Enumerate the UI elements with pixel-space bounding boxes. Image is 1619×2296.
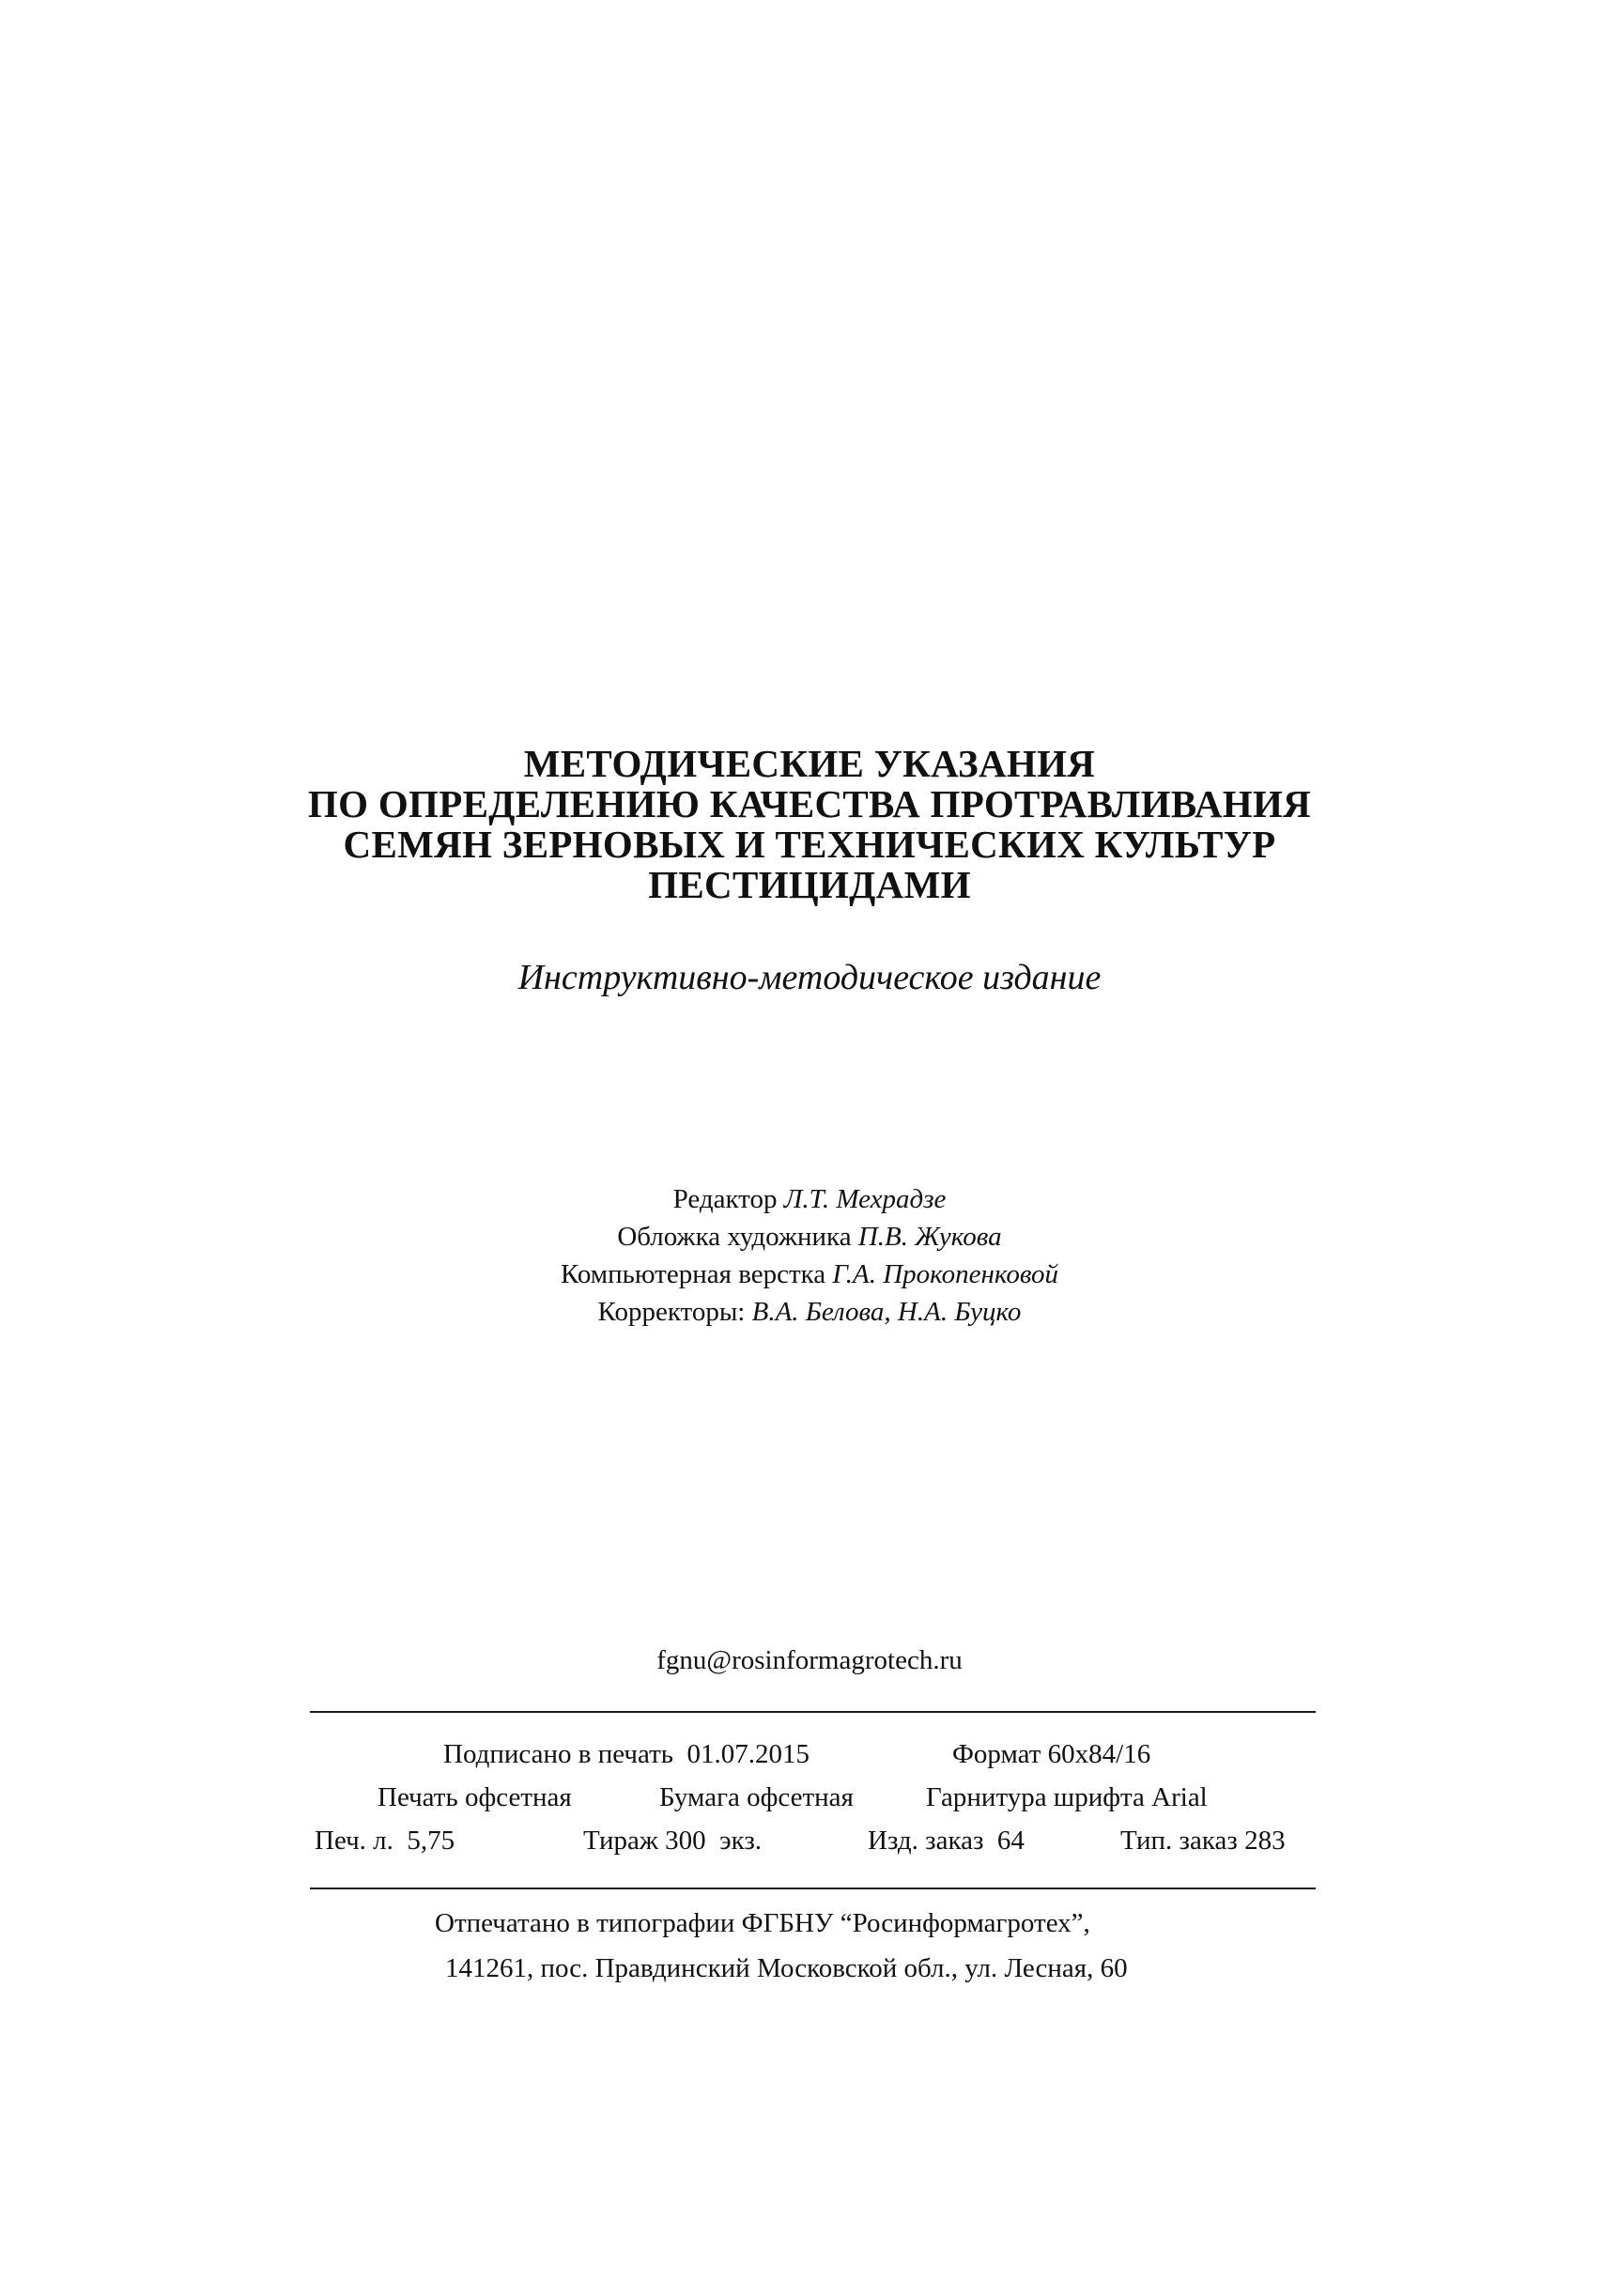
credit-proof xyxy=(0,1293,1619,1331)
imprint-font: Гарнитура шрифта Arial xyxy=(926,1782,1208,1812)
imprint-signed xyxy=(443,1737,810,1771)
subtitle: Инструктивно-методическое издание xyxy=(517,958,1102,997)
credit-layout-name: Г.А. Прокопенковой xyxy=(832,1259,1059,1289)
printer-line-1: Отпечатано в типографии ФГБНУ “Росинформагротех”, xyxy=(435,1908,1090,1938)
credits-block xyxy=(0,1180,1619,1331)
imprint-format: Формат 60х84/16 xyxy=(952,1739,1151,1769)
credit-proof-names: В.А. Белова, Н.А. Буцко xyxy=(751,1297,1022,1327)
imprint-run: Тираж 300 экз. xyxy=(583,1826,763,1856)
imprint-paper: Бумага офсетная xyxy=(659,1782,854,1812)
credit-editor xyxy=(0,1180,1619,1218)
credit-cover xyxy=(0,1218,1619,1256)
credit-layout xyxy=(0,1256,1619,1293)
credit-cover-name: П.В. Жукова xyxy=(857,1222,1002,1252)
imprint-sheets: Печ. л. 5,75 xyxy=(315,1826,455,1856)
divider-top xyxy=(310,1711,1316,1713)
credit-layout-label: Компьютерная верстка xyxy=(560,1259,826,1289)
title-line-1: МЕТОДИЧЕСКИЕ УКАЗАНИЯ xyxy=(523,742,1096,785)
title-block xyxy=(0,744,1619,905)
imprint-signed-label: Подписано в печать xyxy=(443,1739,673,1769)
printer-line-2: 141261, пос. Правдинский Московской обл., ул. Лесная, 60 xyxy=(445,1953,1128,1983)
email-address: fgnu@rosinformagrotech.ru xyxy=(656,1645,963,1675)
divider-bottom xyxy=(310,1888,1316,1889)
credit-editor-name: Л.Т. Мехрадзе xyxy=(783,1184,947,1214)
credit-proof-label: Корректоры: xyxy=(597,1297,746,1327)
title-line-2: ПО ОПРЕДЕЛЕНИЮ КАЧЕСТВА ПРОТРАВЛИВАНИЯ xyxy=(307,782,1312,825)
imprint-print-order: Тип. заказ 283 xyxy=(1120,1826,1286,1856)
title-line-3: СЕМЯН ЗЕРНОВЫХ И ТЕХНИЧЕСКИХ КУЛЬТУР xyxy=(343,823,1276,866)
imprint-pub-order: Изд. заказ 64 xyxy=(868,1826,1025,1856)
imprint-print-type: Печать офсетная xyxy=(378,1782,572,1812)
credit-cover-label: Обложка художника xyxy=(617,1222,852,1252)
imprint-signed-date: 01.07.2015 xyxy=(686,1739,810,1769)
credit-editor-label: Редактор xyxy=(672,1184,778,1214)
title-line-4: ПЕСТИЦИДАМИ xyxy=(648,863,971,906)
